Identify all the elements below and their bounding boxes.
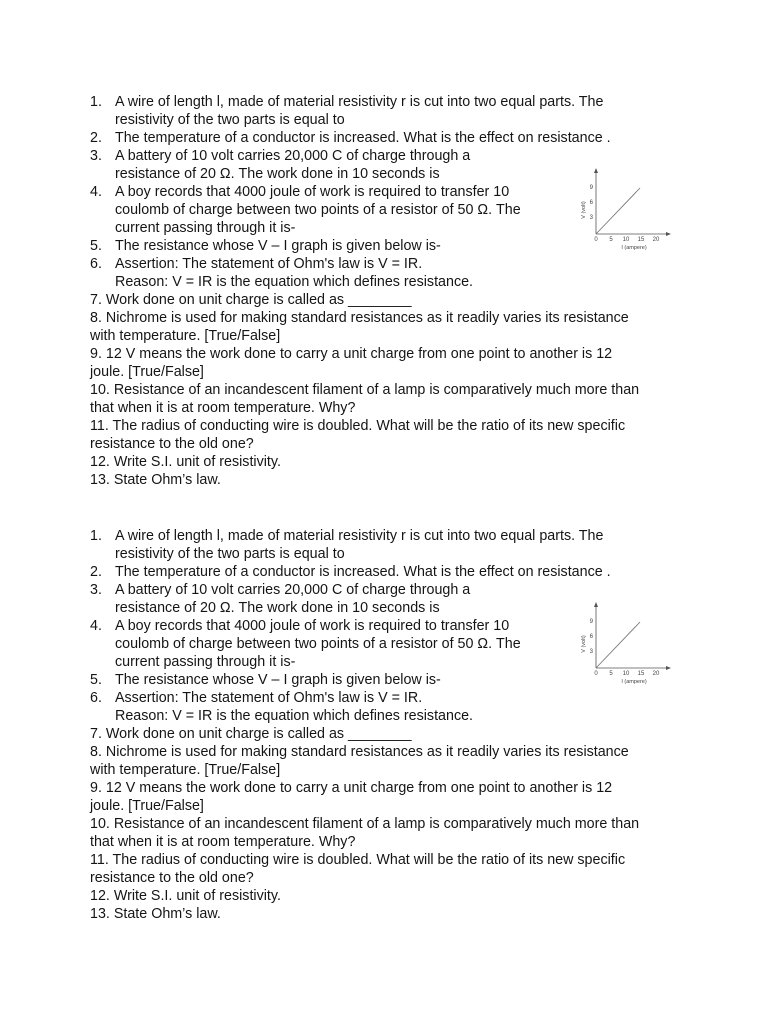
x-axis-label: I (ampere) bbox=[621, 245, 647, 251]
question-text: resistance to the old one? bbox=[90, 870, 254, 886]
x-tick-label: 5 bbox=[609, 671, 613, 677]
question-text: 12. Write S.I. unit of resistivity. bbox=[90, 888, 281, 904]
x-tick-label: 5 bbox=[609, 237, 613, 243]
question-text: 12. Write S.I. unit of resistivity. bbox=[90, 454, 281, 470]
question-text: A wire of length l, made of material resistivity r is cut into two equal parts. The bbox=[115, 528, 604, 544]
question-text: resistivity of the two parts is equal to bbox=[115, 112, 345, 128]
question-number: 5. bbox=[90, 238, 102, 254]
question-text: The temperature of a conductor is increased. What is the effect on resistance . bbox=[115, 564, 611, 580]
question-text: 9. 12 V means the work done to carry a unit charge from one point to another is 12 bbox=[90, 346, 613, 362]
question-number: 4. bbox=[90, 184, 102, 200]
question-text: resistance to the old one? bbox=[90, 436, 254, 452]
question-text: resistance of 20 Ω. The work done in 10 seconds is bbox=[115, 600, 440, 616]
vi-graph bbox=[574, 596, 674, 686]
question-text: 8. Nichrome is used for making standard resistances as it readily varies its resistance bbox=[90, 744, 629, 760]
question-number: 4. bbox=[90, 618, 102, 634]
question-text: 11. The radius of conducting wire is doubled. What will be the ratio of its new specific bbox=[90, 418, 626, 434]
question-text: resistance of 20 Ω. The work done in 10 seconds is bbox=[115, 166, 440, 182]
question-text: Assertion: The statement of Ohm's law is V = IR. bbox=[115, 690, 423, 706]
question-number: 3. bbox=[90, 148, 102, 164]
question-text: 7. Work done on unit charge is called as ________ bbox=[90, 292, 412, 308]
question-text: A battery of 10 volt carries 20,000 C of charge through a bbox=[115, 582, 471, 598]
question-text: Assertion: The statement of Ohm's law is V = IR. bbox=[115, 256, 423, 272]
question-text: current passing through it is- bbox=[115, 220, 296, 236]
question-number: 3. bbox=[90, 582, 102, 598]
question-text: resistivity of the two parts is equal to bbox=[115, 546, 345, 562]
question-text: current passing through it is- bbox=[115, 654, 296, 670]
question-text: 10. Resistance of an incandescent filament of a lamp is comparatively much more than bbox=[90, 382, 640, 398]
y-axis-label: V (volt) bbox=[581, 635, 587, 653]
question-text: Reason: V = IR is the equation which defines resistance. bbox=[115, 708, 474, 724]
question-text: 7. Work done on unit charge is called as ________ bbox=[90, 726, 412, 742]
question-text: A boy records that 4000 joule of work is required to transfer 10 bbox=[115, 618, 510, 634]
vi-graph bbox=[574, 162, 674, 252]
question-text: joule. [True/False] bbox=[90, 364, 204, 380]
x-tick-label: 0 bbox=[594, 671, 598, 677]
question-text: joule. [True/False] bbox=[90, 798, 204, 814]
vi-line bbox=[596, 188, 640, 234]
question-text: 8. Nichrome is used for making standard resistances as it readily varies its resistance bbox=[90, 310, 629, 326]
x-axis-arrow bbox=[666, 232, 671, 236]
x-tick-label: 0 bbox=[594, 237, 598, 243]
question-text: A wire of length l, made of material resistivity r is cut into two equal parts. The bbox=[115, 94, 604, 110]
y-tick-label: 6 bbox=[589, 200, 593, 206]
question-text: coulomb of charge between two points of a resistor of 50 Ω. The bbox=[115, 636, 521, 652]
question-number: 5. bbox=[90, 672, 102, 688]
question-text: that when it is at room temperature. Why? bbox=[90, 834, 356, 850]
question-number: 6. bbox=[90, 690, 102, 706]
y-tick-label: 3 bbox=[589, 649, 593, 655]
question-text: The resistance whose V – I graph is given below is- bbox=[115, 238, 441, 254]
y-tick-label: 9 bbox=[589, 619, 593, 625]
question-text: that when it is at room temperature. Why? bbox=[90, 400, 356, 416]
x-tick-label: 10 bbox=[622, 237, 630, 243]
vi-graph-svg bbox=[574, 162, 674, 252]
x-tick-label: 10 bbox=[622, 671, 630, 677]
x-tick-label: 20 bbox=[652, 671, 660, 677]
question-text: 10. Resistance of an incandescent filament of a lamp is comparatively much more than bbox=[90, 816, 640, 832]
x-tick-label: 20 bbox=[652, 237, 660, 243]
question-text: 9. 12 V means the work done to carry a unit charge from one point to another is 12 bbox=[90, 780, 613, 796]
y-tick-label: 3 bbox=[589, 215, 593, 221]
question-text: with temperature. [True/False] bbox=[90, 762, 281, 778]
question-text: Reason: V = IR is the equation which defines resistance. bbox=[115, 274, 474, 290]
question-number: 2. bbox=[90, 564, 102, 580]
question-text: A battery of 10 volt carries 20,000 C of charge through a bbox=[115, 148, 471, 164]
question-text: The temperature of a conductor is increased. What is the effect on resistance . bbox=[115, 130, 611, 146]
y-tick-label: 6 bbox=[589, 634, 593, 640]
question-text: with temperature. [True/False] bbox=[90, 328, 281, 344]
x-tick-label: 15 bbox=[637, 237, 645, 243]
y-axis-label: V (volt) bbox=[581, 201, 587, 219]
x-axis-label: I (ampere) bbox=[621, 679, 647, 685]
question-number: 1. bbox=[90, 94, 102, 110]
question-text: 13. State Ohm’s law. bbox=[90, 906, 221, 922]
question-number: 1. bbox=[90, 528, 102, 544]
question-text: The resistance whose V – I graph is given below is- bbox=[115, 672, 441, 688]
y-tick-label: 9 bbox=[589, 185, 593, 191]
question-text: A boy records that 4000 joule of work is required to transfer 10 bbox=[115, 184, 510, 200]
vi-line bbox=[596, 622, 640, 668]
question-number: 2. bbox=[90, 130, 102, 146]
question-text: coulomb of charge between two points of a resistor of 50 Ω. The bbox=[115, 202, 521, 218]
question-text: 13. State Ohm’s law. bbox=[90, 472, 221, 488]
question-number: 6. bbox=[90, 256, 102, 272]
y-axis-arrow bbox=[594, 168, 598, 173]
x-tick-label: 15 bbox=[637, 671, 645, 677]
vi-graph-svg bbox=[574, 596, 674, 686]
y-axis-arrow bbox=[594, 602, 598, 607]
x-axis-arrow bbox=[666, 666, 671, 670]
question-text: 11. The radius of conducting wire is doubled. What will be the ratio of its new specific bbox=[90, 852, 626, 868]
